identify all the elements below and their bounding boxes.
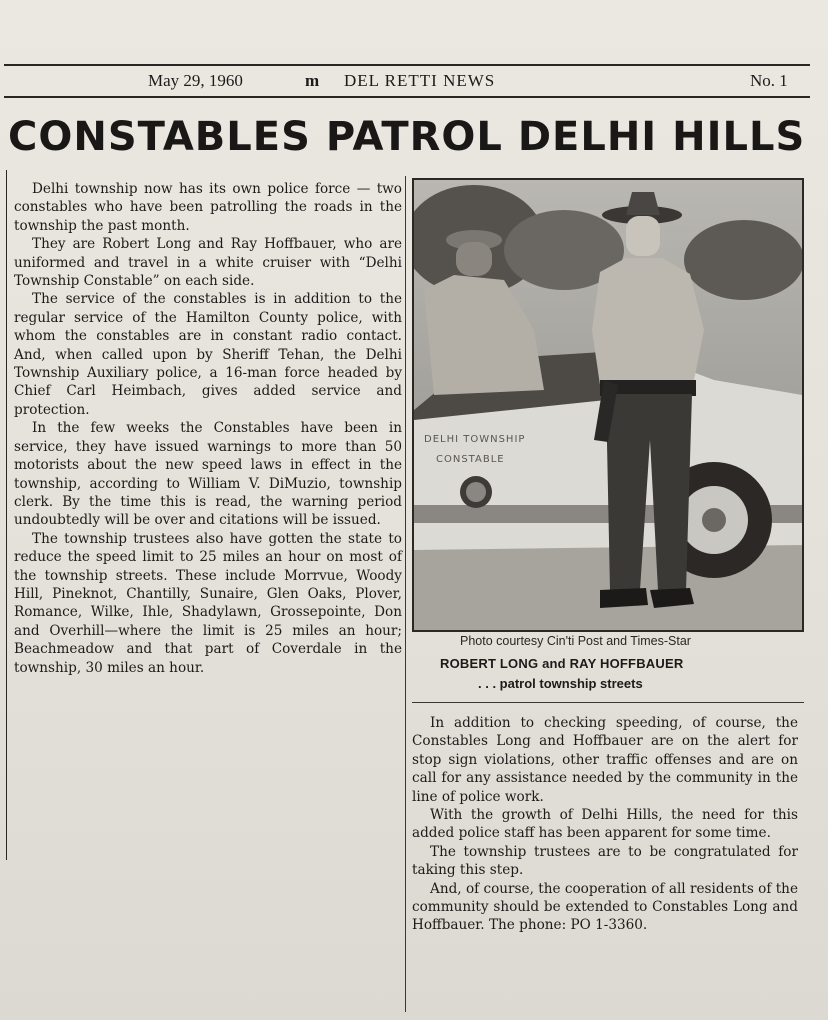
masthead-issue-number: No. 1 (750, 71, 788, 90)
paragraph: The township trustees are to be congratulated for taking this step. (412, 843, 798, 879)
paragraph: They are Robert Long and Ray Hoffbauer, who are uniformed and travel in a white cruiser with “Delhi Township Constable” on each side. (14, 236, 402, 290)
news-photo (412, 178, 804, 632)
caption-rule (412, 702, 804, 703)
paragraph: The service of the constables is in addition to the regular service of the Hamilton County police, with whom the constables are in constant radio contact. And, when called upon by Sheriff Tehan, the Delhi Township Auxiliary police, a 16-man force headed by Chief Carl Heimbach, gives added service and protection. (14, 291, 402, 418)
masthead-separator: m (305, 71, 320, 90)
paragraph: In the few weeks the Constables have been in service, they have issued warnings to more than 50 motorists about the new speed laws in effect in the township, according to William V. DiMuzio, township clerk. By the time this is read, the warning period undoubtedly will be over and citations will be issued. (14, 420, 402, 529)
paragraph: With the growth of Delhi Hills, the need for this added police staff has been apparent for some time. (412, 807, 798, 842)
article-left-column (14, 180, 402, 677)
photo-caption-names: ROBERT LONG and RAY HOFFBAUER (440, 656, 684, 671)
paragraph: Delhi township now has its own police force — two constables who have been patrolling the roads in the township the past month. (14, 181, 402, 234)
car-door-text-line1: DELHI TOWNSHIP (424, 434, 526, 445)
article-right-column (412, 714, 798, 935)
car-door-text-line2: CONSTABLE (436, 454, 505, 465)
paragraph: In addition to checking speeding, of course, the Constables Long and Hoffbauer are on the alert for stop sign violations, other traffic offenses and are on call for any assistance needed by the community in the line of police work. (412, 715, 798, 805)
photo-caption-text: . . . patrol township streets (478, 676, 643, 691)
paragraph: The township trustees also have gotten the state to reduce the speed limit to 25 miles an hour on most of the township streets. These include Morrvue, Woody Hill, Pineknot, Chantilly, Sunaire, Glen Oaks, Plover, Romance, Wilke, Ihle, Shadylawn, Grossepointe, Don and Overhill—where the limit is 25 miles an hour; Beachmeadow and that part of Coverdale in the township, 30 miles an hour. (14, 530, 402, 676)
masthead (4, 64, 810, 98)
paragraph: And, of course, the cooperation of all residents of the community should be extended to Constables Long and Hoffbauer. The phone: PO 1-3360. (412, 880, 798, 934)
masthead-date: May 29, 1960 (148, 71, 243, 90)
left-border-rule (6, 170, 11, 860)
masthead-paper-name: DEL RETTI NEWS (344, 71, 496, 90)
photo-constables-with-cruiser (414, 180, 802, 630)
photo-credit: Photo courtesy Cin'ti Post and Times-Star (460, 634, 691, 648)
headline: CONSTABLES PATROL DELHI HILLS (8, 114, 806, 160)
column-divider (405, 176, 406, 1012)
